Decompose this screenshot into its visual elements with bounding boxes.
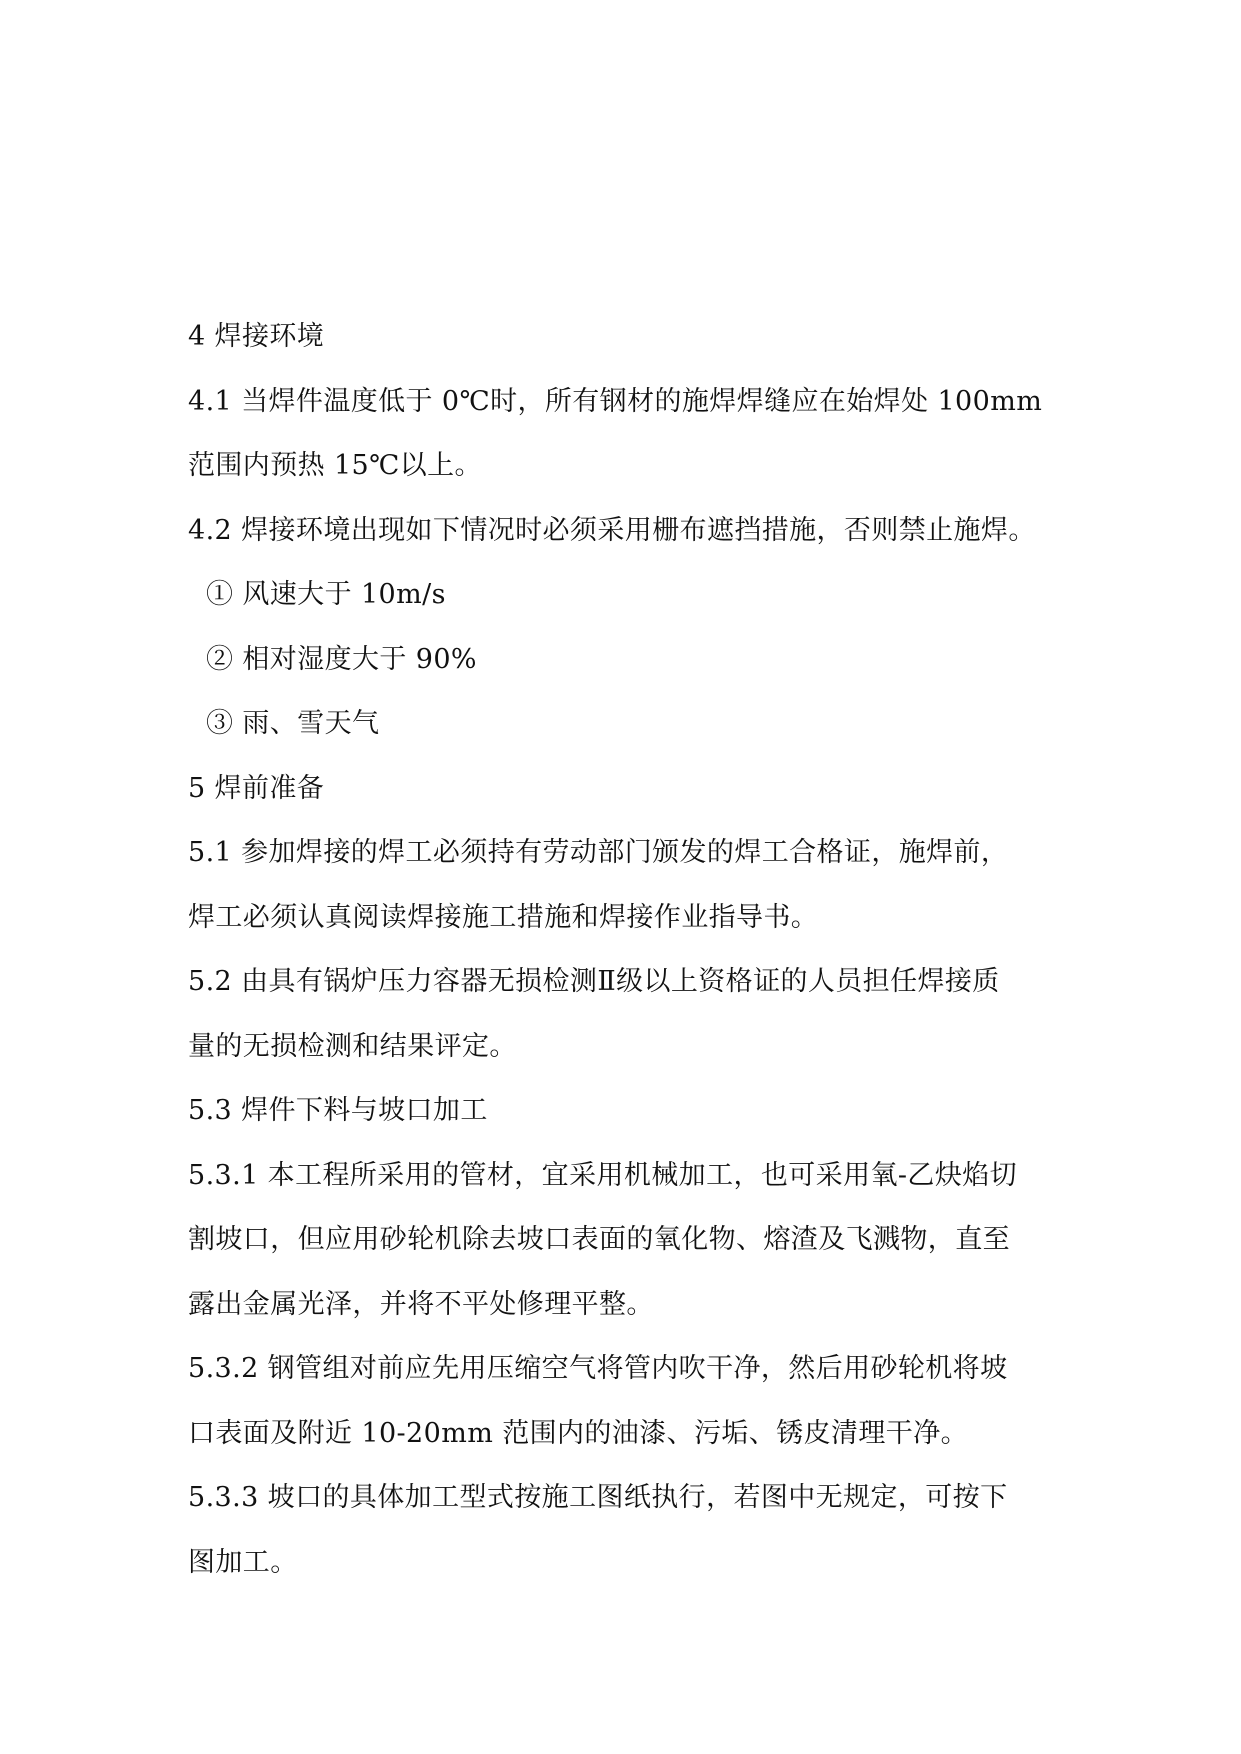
paragraph-5-1-line-1: 5.1 参加焊接的焊工必须持有劳动部门颁发的焊工合格证，施焊前， [188,837,1009,868]
paragraph-5-3-3-line-2: 图加工。 [188,1546,298,1578]
paragraph-4-2: 4.2 焊接环境出现如下情况时必须采用栅布遮挡措施，否则禁止施焊。 [188,514,1036,546]
paragraph-4-1-line-1: 4.1 当焊件温度低于 0℃时，所有钢材的施焊焊缝应在始焊处 100mm [188,385,1043,417]
paragraph-4-1-line-2: 范围内预热 15℃以上。 [188,450,482,481]
paragraph-5-2-line-1: 5.2 由具有锅炉压力容器无损检测Ⅱ级以上资格证的人员担任焊接质 [188,966,1000,997]
paragraph-5-3-2-line-1: 5.3.2 钢管组对前应先用压缩空气将管内吹干净，然后用砂轮机将坡 [188,1353,1008,1384]
subsection-heading-5-3: 5.3 焊件下料与坡口加工 [188,1095,488,1126]
list-item-humidity: ② 相对湿度大于 90% [206,643,477,675]
list-item-wind-speed: ① 风速大于 10m/s [206,579,446,610]
list-item-weather: ③ 雨、雪天气 [206,708,380,739]
section-heading-4: 4 焊接环境 [188,321,325,352]
section-heading-5: 5 焊前准备 [188,772,325,804]
paragraph-5-3-1-line-3: 露出金属光泽，并将不平处修理平整。 [188,1288,654,1320]
paragraph-5-1-line-2: 焊工必须认真阅读焊接施工措施和焊接作业指导书。 [188,901,819,933]
paragraph-5-3-2-line-2: 口表面及附近 10-20mm 范围内的油漆、污垢、锈皮清理干净。 [188,1417,969,1449]
paragraph-5-2-line-2: 量的无损检测和结果评定。 [188,1030,517,1062]
paragraph-5-3-3-line-1: 5.3.3 坡口的具体加工型式按施工图纸执行，若图中无规定，可按下 [188,1482,1008,1513]
paragraph-5-3-1-line-2: 割坡口，但应用砂轮机除去坡口表面的氧化物、熔渣及飞溅物，直至 [188,1224,1010,1255]
document-body [188,305,1068,1595]
paragraph-5-3-1-line-1: 5.3.1 本工程所采用的管材，宜采用机械加工，也可采用氧-乙炔焰切 [188,1159,1018,1191]
